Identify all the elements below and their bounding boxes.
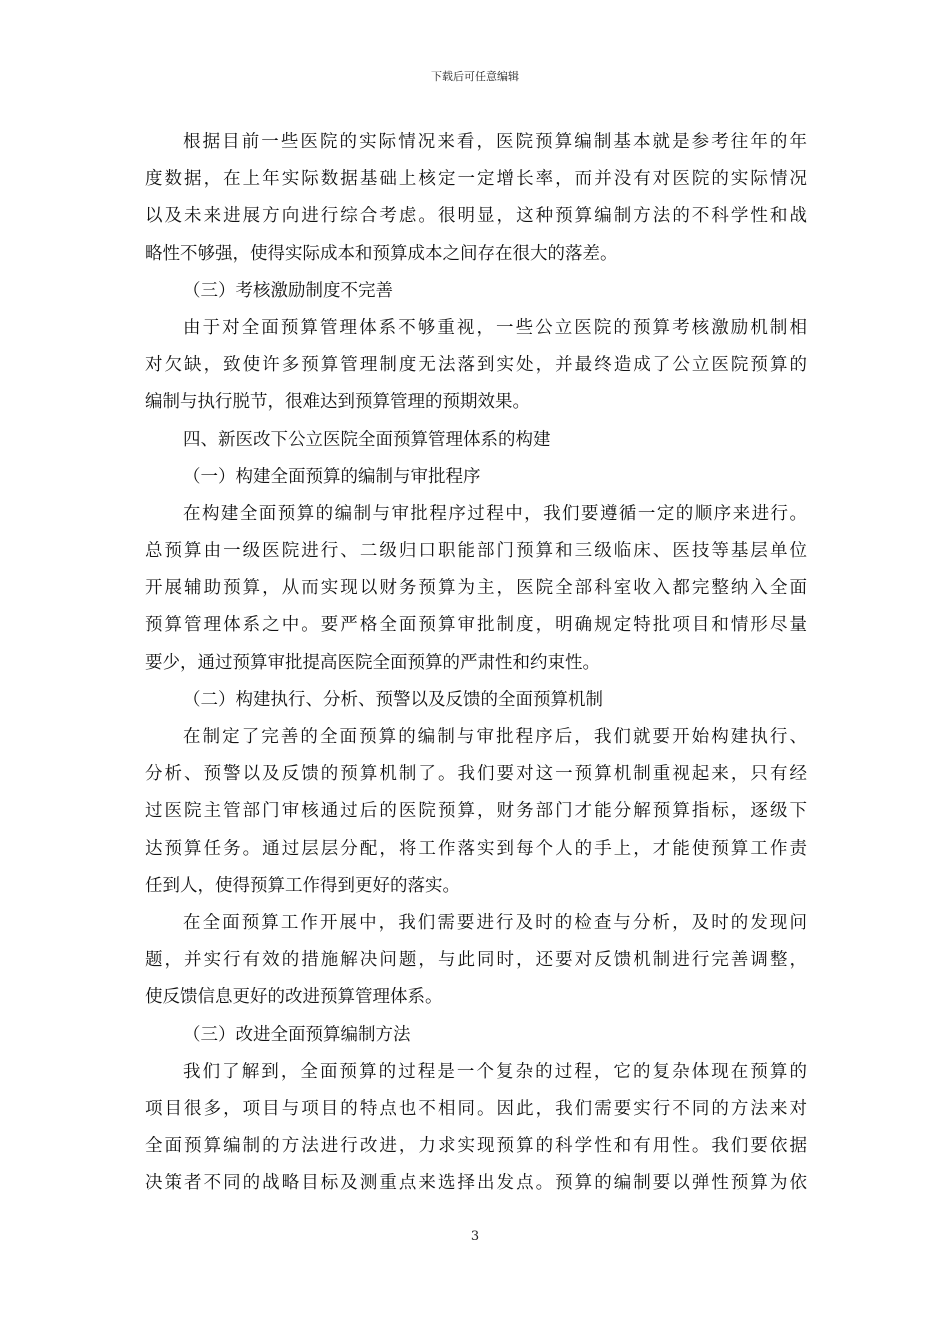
- section-heading: （二）构建执行、分析、预警以及反馈的全面预算机制: [183, 689, 603, 710]
- paragraph-line: 使反馈信息更好的改进预算管理体系。: [145, 987, 443, 1008]
- paragraph-line: 在构建全面预算的编制与审批程序过程中，我们要遵循一定的顺序来进行。: [183, 503, 807, 524]
- paragraph-line: 以及未来进展方向进行综合考虑。很明显，这种预算编制方法的不科学性和战: [145, 206, 807, 227]
- paragraph-line: 略性不够强，使得实际成本和预算成本之间存在很大的落差。: [145, 243, 618, 264]
- paragraph-line: 根据目前一些医院的实际情况来看，医院预算编制基本就是参考往年的年: [183, 132, 807, 152]
- paragraph-line: 总预算由一级医院进行、二级归口职能部门预算和三级临床、医技等基层单位: [145, 541, 807, 562]
- paragraph-line: 题，并实行有效的措施解决问题，与此同时，还要对反馈机制进行完善调整，: [145, 950, 807, 971]
- paragraph-line: 我们了解到，全面预算的过程是一个复杂的过程，它的复杂体现在预算的: [183, 1061, 807, 1082]
- paragraph-line: 全面预算编制的方法进行改进，力求实现预算的科学性和有用性。我们要依据: [145, 1136, 807, 1157]
- page-number: 3: [470, 1229, 480, 1244]
- paragraph-line: 在全面预算工作开展中，我们需要进行及时的检查与分析，及时的发现问: [183, 912, 807, 933]
- section-heading: （三）考核激励制度不完善: [183, 280, 393, 301]
- paragraph-line: 任到人，使得预算工作得到更好的落实。: [145, 875, 460, 896]
- section-heading: 四、新医改下公立医院全面预算管理体系的构建: [183, 429, 551, 450]
- paragraph-line: 分析、预警以及反馈的预算机制了。我们要对这一预算机制重视起来，只有经: [145, 764, 807, 785]
- section-heading: （三）改进全面预算编制方法: [183, 1024, 411, 1045]
- paragraph-line: 要少，通过预算审批提高医院全面预算的严肃性和约束性。: [145, 652, 600, 673]
- paragraph-line: 决策者不同的战略目标及测重点来选择出发点。预算的编制要以弹性预算为依: [145, 1173, 807, 1194]
- paragraph-line: 达预算任务。通过层层分配，将工作落实到每个人的手上，才能使预算工作责: [145, 838, 807, 859]
- paragraph-line: 预算管理体系之中。要严格全面预算审批制度，明确规定特批项目和情形尽量: [145, 615, 807, 636]
- paragraph-line: 项目很多，项目与项目的特点也不相同。因此，我们需要实行不同的方法来对: [145, 1098, 807, 1119]
- paragraph-line: 对欠缺，致使许多预算管理制度无法落到实处，并最终造成了公立医院预算的: [145, 355, 807, 376]
- paragraph-line: 开展辅助预算，从而实现以财务预算为主，医院全部科室收入都完整纳入全面: [145, 578, 807, 599]
- body-text: [145, 124, 807, 1202]
- paragraph-line: 在制定了完善的全面预算的编制与审批程序后，我们就要开始构建执行、: [183, 727, 807, 747]
- paragraph-line: 度数据，在上年实际数据基础上核定一定增长率，而并没有对医院的实际情况: [145, 169, 807, 190]
- page-header: 下载后可任意编辑: [431, 70, 519, 83]
- paragraph-line: 编制与执行脱节，很难达到预算管理的预期效果。: [145, 392, 530, 413]
- paragraph-line: 过医院主管部门审核通过后的医院预算，财务部门才能分解预算指标，逐级下: [145, 801, 807, 822]
- paragraph-line: 由于对全面预算管理体系不够重视，一些公立医院的预算考核激励机制相: [183, 317, 807, 338]
- section-heading: （一）构建全面预算的编制与审批程序: [183, 466, 481, 487]
